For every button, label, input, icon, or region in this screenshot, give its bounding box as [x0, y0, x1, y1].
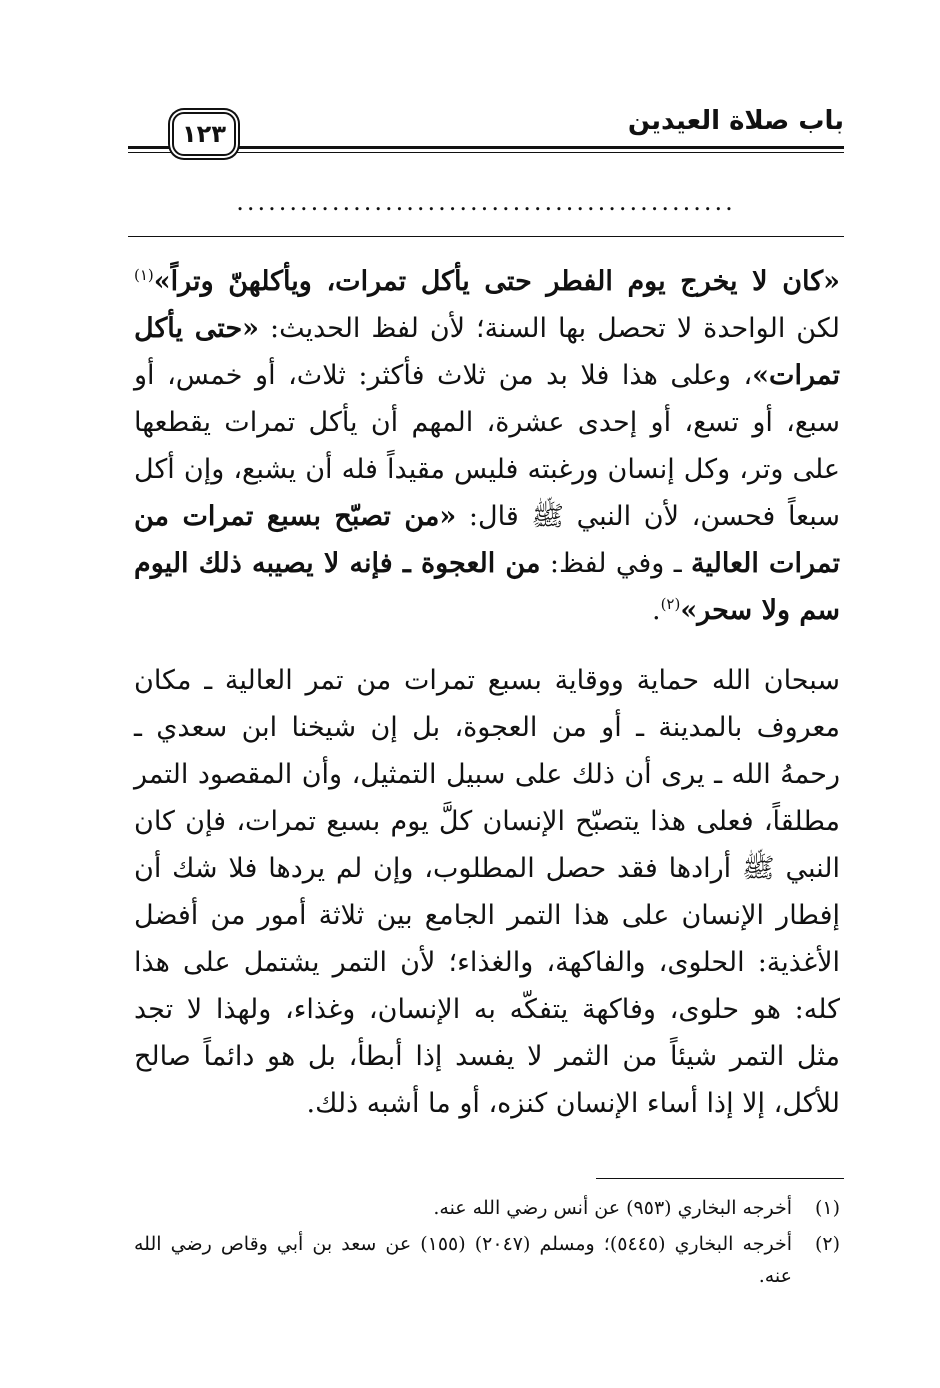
ellipsis-separator: ............................................... [236, 190, 736, 214]
footnote-ref-1: (١) [134, 266, 154, 284]
footnote-number: (٢) [814, 1233, 840, 1255]
main-text [134, 258, 840, 1127]
footnote-rule [596, 1178, 844, 1179]
header-rule-thin [128, 152, 844, 153]
footnote-2 [134, 1228, 840, 1292]
page-number: ١٢٣ [172, 112, 236, 156]
hadith-quote: «من تصبّح بسبع تمرات من تمرات العالية [134, 501, 840, 579]
page-header [128, 100, 844, 160]
text-run: . [651, 595, 661, 626]
hadith-quote: «حتى يأكل تمرات» [134, 313, 840, 391]
text-run: لكن الواحدة لا تحصل بها السنة؛ لأن لفظ الحديث: [259, 313, 840, 344]
hadith-quote: من العجوة ـ فإنه لا يصيبه ذلك اليوم سم ولا سحر» [134, 548, 840, 626]
section-divider [128, 236, 844, 237]
paragraph-2: سبحان الله حماية ووقاية بسبع تمرات من تمر العالية ـ مكان معروف بالمدينة ـ أو من العجوة، بل إن شيخنا ابن سعدي ـ رحمهُ الله ـ يرى أن ذلك على سبيل التمثيل، وأن المقصود التمر مطلقاً، فعلى هذا يتصبّح الإنسان كلَّ يوم بسبع تمرات، فإن كان النبي ﷺ أرادها فقد حصل المطلوب، وإن لم يردها فلا شك أن إفطار الإنسان على هذا التمر الجامع بين ثلاثة أمور من أفضل الأغذية: الحلوى، والفاكهة، والغذاء؛ لأن التمر يشتمل على هذا كله: هو حلوى، وفاكهة يتفكّه به الإنسان، وغذاء، ولهذا لا تجد مثل التمر شيئاً من الثمر لا يفسد إذا أبطأ، بل هو دائماً صالح للأكل، إلا إذا أساء الإنسان كنزه، أو ما أشبه ذلك. [134, 665, 840, 1119]
text-run: ، وعلى هذا فلا بد من ثلاث فأكثر: ثلاث، أو خمس، أو سبع، أو تسع، أو إحدى عشرة، المهم أن يأكل تمرات يقطعها على وتر، وكل إنسان ورغبته فليس مقيداً فله أن يشبع، وإن أكل سبعاً فحسن، لأن النبي ﷺ قال: [134, 360, 840, 532]
footnote-text: أخرجه البخاري (٩٥٣) عن أنس رضي الله عنه. [433, 1197, 792, 1219]
footnotes [134, 1192, 840, 1296]
chapter-title: باب صلاة العيدين [627, 106, 844, 136]
hadith-quote: «كان لا يخرج يوم الفطر حتى يأكل تمرات، ويأكلهنّ وتراً» [153, 266, 840, 297]
paragraph-1 [134, 258, 840, 634]
footnote-1 [134, 1192, 840, 1224]
text-run: ـ وفي لفظ: [540, 548, 691, 579]
footnote-number: (١) [814, 1197, 840, 1219]
footnote-text: أخرجه البخاري (٥٤٤٥)؛ ومسلم (٢٠٤٧) (١٥٥) عن سعد بن أبي وقاص رضي الله عنه. [134, 1233, 792, 1287]
footnote-ref-2: (٢) [660, 595, 681, 613]
